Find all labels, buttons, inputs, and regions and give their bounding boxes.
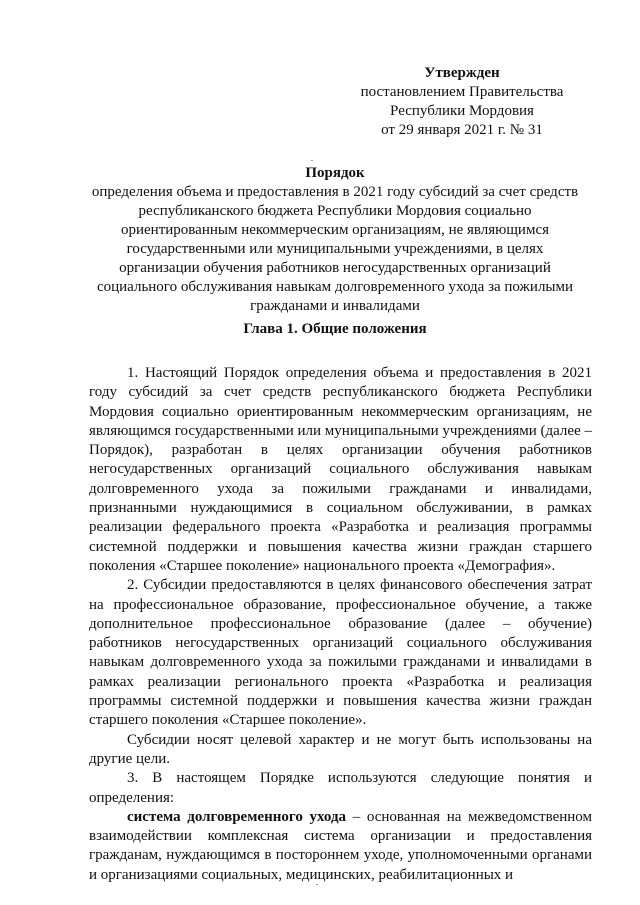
title-main: Порядок [305, 165, 365, 181]
paragraph: Субсидии носят целевой характер и не могут быть использованы на другие цели. [89, 731, 592, 767]
paragraph [89, 808, 592, 885]
approval-line: от 29 января 2021 г. № 31 [381, 122, 543, 138]
approval-stamp [352, 64, 572, 140]
title-line: организации обучения работников негосударственных организаций [119, 260, 551, 276]
scan-speck [316, 884, 318, 885]
approval-line: постановлением Правительства [360, 84, 564, 100]
paragraph: 2. Субсидии предоставляются в целях финансового обеспечения затрат на профессиональное образование, профессиональное обучение, а также дополнительное профессиональное образование (далее – обучение) работников негосударственных организаций социального обслуживания навыкам долговременного ухода за пожилыми гражданами и инвалидами в рамках реализации регионального проекта «Разработка и реализация программы системной поддержки и повышения качества жизни граждан старшего поколения «Старшее поколение». [89, 577, 592, 729]
title-line: республиканского бюджета Республики Мордовия социально [138, 203, 532, 219]
term-bold: система долговременного ухода [127, 808, 347, 825]
document-title [80, 164, 590, 316]
approval-line: Республики Мордовия [390, 103, 534, 119]
paragraph: 3. В настоящем Порядке используются следующие понятия и определения: [89, 770, 592, 806]
title-line: социального обслуживания навыкам долговременного ухода за пожилыми [96, 279, 574, 295]
title-line: ориентированным некоммерческим организациям, не являющимся [120, 222, 550, 238]
approval-heading: Утвержден [424, 65, 500, 81]
chapter-heading: Глава 1. Общие положения [243, 321, 427, 337]
title-line: определения объема и предоставления в 2021 году субсидий за счет средств [91, 184, 579, 200]
scan-speck [311, 160, 313, 161]
title-line: государственными или муниципальными учреждениями, в целях [126, 241, 544, 257]
term-definition: – основанная на межведомственном взаимодействии комплексная система организации и предоставления гражданам, нуждающимся в постороннем уходе, уполномоченными органами и организациями социальных, медицинских, реабилитационных и [89, 808, 592, 883]
document-body [89, 364, 592, 885]
title-line: гражданами и инвалидами [250, 298, 420, 314]
paragraph: 1. Настоящий Порядок определения объема и предоставления в 2021 году субсидий за счет средств республиканского бюджета Республики Мордовия социально ориентированным некоммерческим организациям, не являющимся государственными или муниципальными учреждениями (далее – Порядок), разработан в целях организации обучения работников негосударственных организаций социального обслуживания навыкам долговременного ухода за пожилыми гражданами и инвалидами, признанными нуждающимися в социальном обслуживании, в рамках реализации федерального проекта «Разработка и реализация программы системной поддержки и повышения качества жизни граждан старшего поколения «Старшее поколение» национального проекта «Демография». [89, 365, 592, 574]
